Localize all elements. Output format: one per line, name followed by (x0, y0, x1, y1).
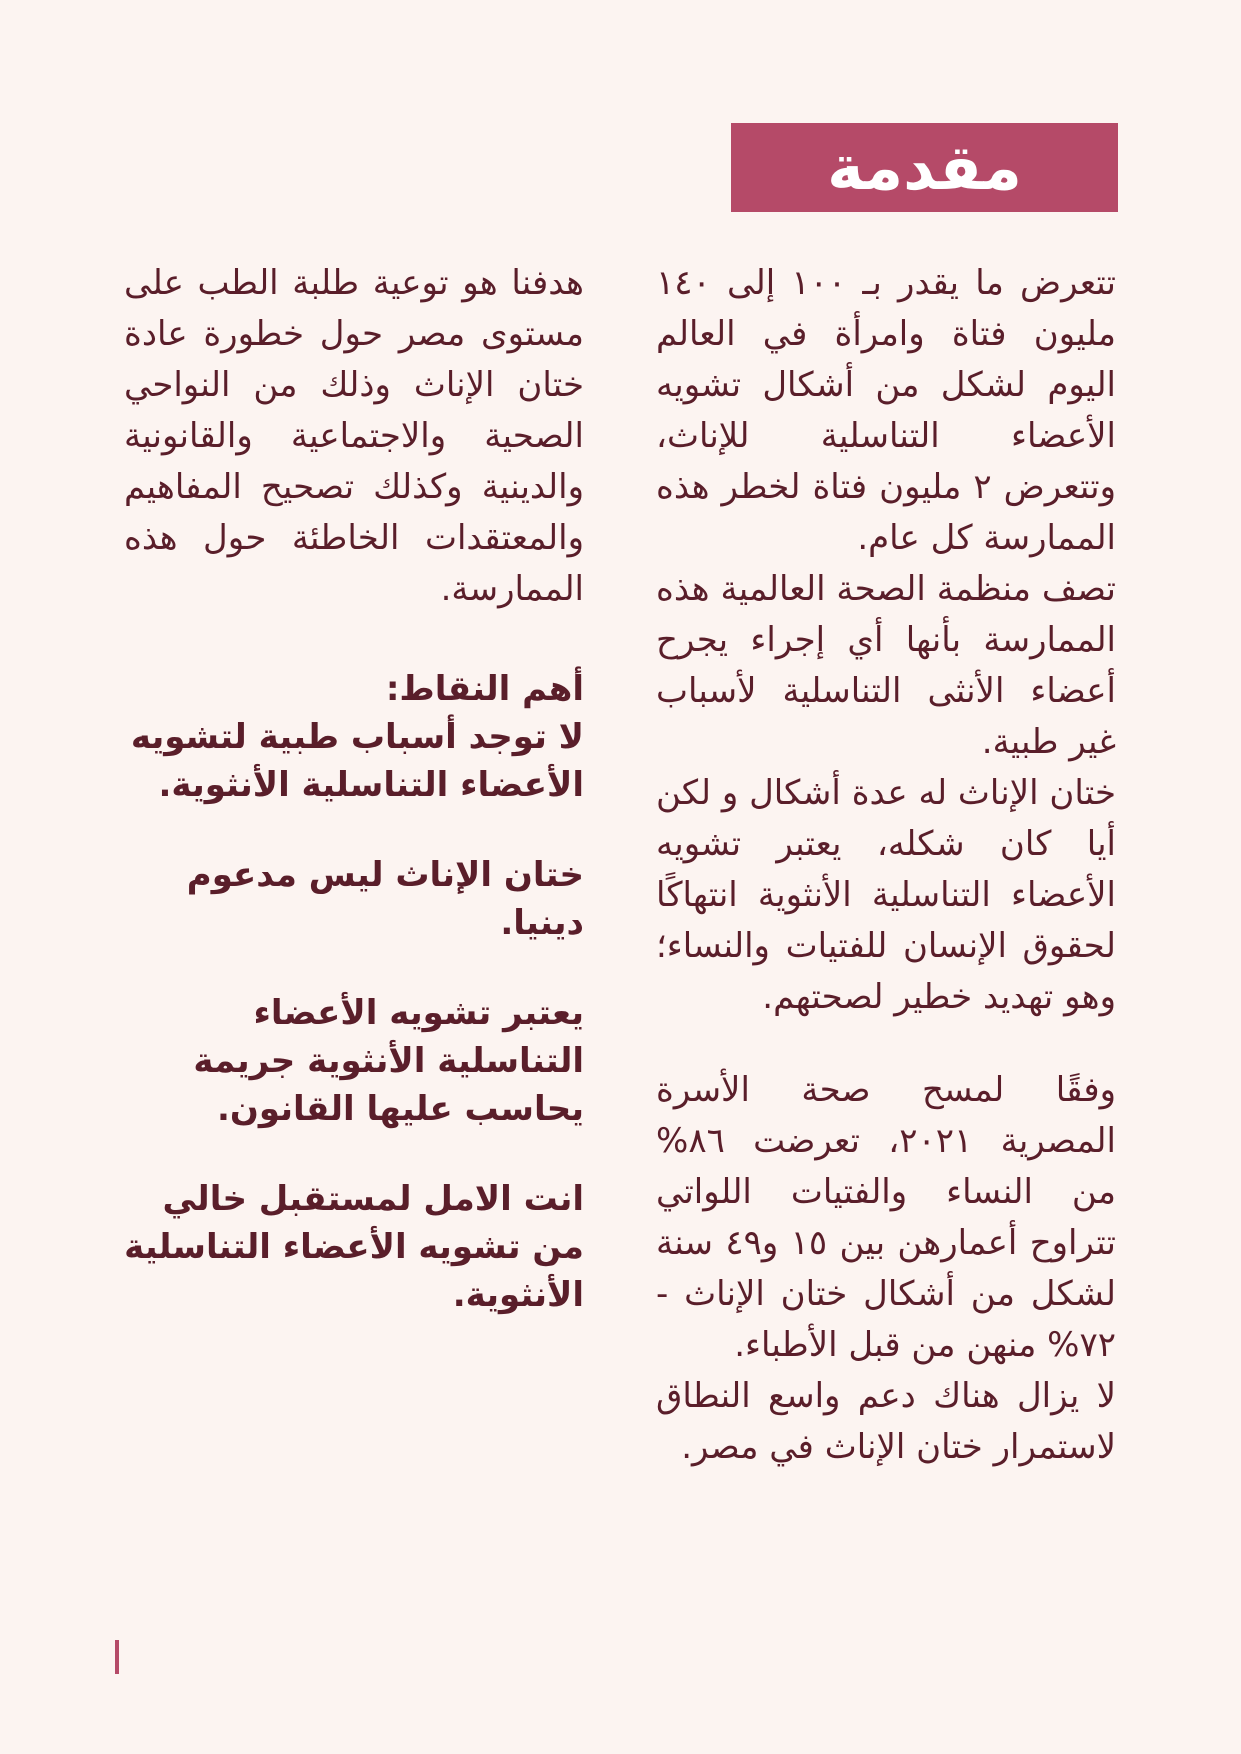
paragraph-egypt-survey: وفقًا لمسح صحة الأسرة المصرية ٢٠٢١، تعرضت ٨٦% من النساء والفتيات اللواتي تتراوح أعمارهن بين ١٥ و٤٩ سنة لشكل من أشكال ختان الإناث - ٧٢% منهن من قبل الأطباء. (656, 1070, 1116, 1365)
key-point-item: يعتبر تشويه الأعضاء التناسلية الأنثوية جريمة يحاسب عليها القانون. (193, 993, 584, 1129)
paragraph-who-definition: تصف منظمة الصحة العالمية هذه الممارسة بأنها أي إجراء يجرح أعضاء الأنثى التناسلية لأسباب غير طبية. (656, 569, 1116, 762)
key-points-title: أهم النقاط: (385, 669, 584, 709)
section-title: مقدمة (827, 130, 1022, 204)
right-column (656, 258, 1116, 1473)
left-column (124, 258, 584, 1319)
page-marker (115, 1640, 119, 1674)
paragraph-statistics-global: تتعرض ما يقدر بـ ١٠٠ إلى ١٤٠ مليون فتاة وامرأة في العالم اليوم لشكل من أشكال تشويه الأعضاء التناسلية للإناث، وتتعرض ٢ مليون فتاة لخطر هذه الممارسة كل عام. (656, 263, 1116, 558)
key-point-item: انت الامل لمستقبل خالي من تشويه الأعضاء التناسلية الأنثوية. (124, 1179, 584, 1315)
paragraph-egypt-support: لا يزال هناك دعم واسع النطاق لاستمرار ختان الإناث في مصر. (656, 1376, 1116, 1467)
key-point-item: لا توجد أسباب طبية لتشويه الأعضاء التناسلية الأنثوية. (130, 717, 584, 805)
key-points (124, 665, 584, 1319)
paragraph-goal: هدفنا هو توعية طلبة الطب على مستوى مصر حول خطورة عادة ختان الإناث وذلك من النواحي الصحية والاجتماعية والقانونية والدينية وكذلك تصحيح المفاهيم والمعتقدات الخاطئة حول هذه الممارسة. (124, 263, 584, 609)
key-point-item: ختان الإناث ليس مدعوم دينيا. (186, 855, 584, 943)
paragraph-human-rights: ختان الإناث له عدة أشكال و لكن أيا كان شكله، يعتبر تشويه الأعضاء التناسلية الأنثوية انتهاكًا لحقوق الإنسان للفتيات والنساء؛ وهو تهديد خطير لصحتهم. (656, 773, 1116, 1017)
section-title-banner (731, 123, 1118, 212)
